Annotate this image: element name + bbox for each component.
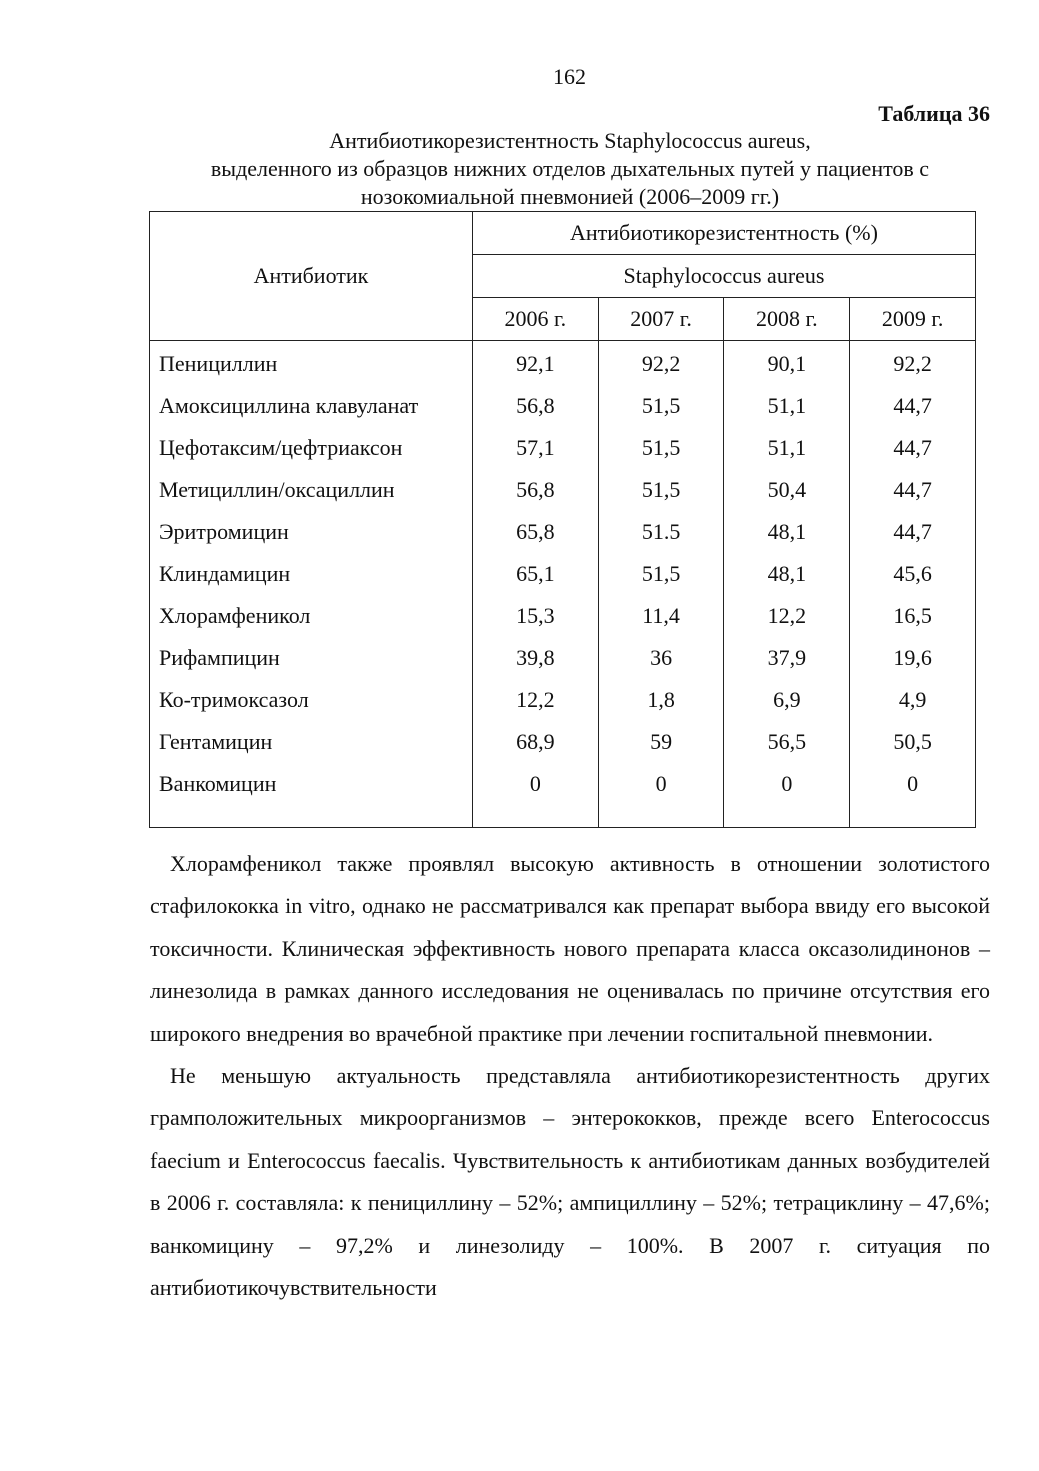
table-row bbox=[150, 721, 976, 763]
paragraph: Хлорамфеникол также проявлял высокую активность в отношении золотистого стафилококка in vitro, однако не рассматривался как препарат выбора ввиду его высокой токсичности. Клиническая эффективность нового препарата класса оксазолидинонов – линезолида в рамках данного исследования не оценивалась по причине отсутствия его широкого внедрения во врачебной практике при лечении госпитальной пневмонии. bbox=[150, 851, 990, 1046]
resistance-value: 59 bbox=[598, 721, 724, 763]
resistance-value: 36 bbox=[598, 637, 724, 679]
resistance-value: 19,6 bbox=[850, 637, 976, 679]
antibiotic-name: Хлорамфеникол bbox=[150, 595, 473, 637]
body-text bbox=[150, 843, 990, 1309]
resistance-value: 0 bbox=[472, 763, 598, 828]
antibiotic-name: Ко-тримоксазол bbox=[150, 679, 473, 721]
antibiotic-name: Амоксициллина клавуланат bbox=[150, 385, 473, 427]
resistance-value: 51,5 bbox=[598, 427, 724, 469]
resistance-value: 15,3 bbox=[472, 595, 598, 637]
antibiotic-name: Клиндамицин bbox=[150, 553, 473, 595]
header-organism: Staphylococcus aureus bbox=[472, 255, 975, 298]
antibiotic-name: Эритромицин bbox=[150, 511, 473, 553]
resistance-value: 50,5 bbox=[850, 721, 976, 763]
resistance-value: 90,1 bbox=[724, 341, 850, 386]
resistance-value: 39,8 bbox=[472, 637, 598, 679]
resistance-value: 0 bbox=[850, 763, 976, 828]
resistance-value: 56,8 bbox=[472, 385, 598, 427]
resistance-value: 51,5 bbox=[598, 553, 724, 595]
antibiotic-name: Ванкомицин bbox=[150, 763, 473, 828]
resistance-value: 44,7 bbox=[850, 385, 976, 427]
resistance-value: 56,8 bbox=[472, 469, 598, 511]
resistance-value: 45,6 bbox=[850, 553, 976, 595]
header-year: 2008 г. bbox=[724, 298, 850, 341]
antibiotic-name: Метициллин/оксациллин bbox=[150, 469, 473, 511]
table-caption bbox=[150, 127, 990, 211]
resistance-value: 44,7 bbox=[850, 469, 976, 511]
resistance-value: 4,9 bbox=[850, 679, 976, 721]
resistance-value: 12,2 bbox=[724, 595, 850, 637]
antibiotic-name: Цефотаксим/цефтриаксон bbox=[150, 427, 473, 469]
resistance-value: 92,2 bbox=[598, 341, 724, 386]
table-label: Таблица 36 bbox=[878, 101, 990, 126]
table-row bbox=[150, 469, 976, 511]
resistance-value: 51,1 bbox=[724, 427, 850, 469]
header-year: 2009 г. bbox=[850, 298, 976, 341]
antibiotic-name: Гентамицин bbox=[150, 721, 473, 763]
resistance-value: 51.5 bbox=[598, 511, 724, 553]
resistance-value: 57,1 bbox=[472, 427, 598, 469]
table-row bbox=[150, 679, 976, 721]
resistance-value: 51,5 bbox=[598, 385, 724, 427]
table-row bbox=[150, 511, 976, 553]
resistance-value: 65,8 bbox=[472, 511, 598, 553]
resistance-value: 6,9 bbox=[724, 679, 850, 721]
resistance-value: 44,7 bbox=[850, 427, 976, 469]
table-row bbox=[150, 553, 976, 595]
table-row bbox=[150, 763, 976, 828]
resistance-value: 92,2 bbox=[850, 341, 976, 386]
table-row bbox=[150, 385, 976, 427]
header-year: 2006 г. bbox=[472, 298, 598, 341]
resistance-value: 65,1 bbox=[472, 553, 598, 595]
caption-line: нозокомиальной пневмонией (2006–2009 гг.) bbox=[360, 184, 780, 209]
resistance-value: 50,4 bbox=[724, 469, 850, 511]
resistance-value: 68,9 bbox=[472, 721, 598, 763]
resistance-value: 0 bbox=[598, 763, 724, 828]
table-row bbox=[150, 595, 976, 637]
resistance-value: 56,5 bbox=[724, 721, 850, 763]
resistance-value: 92,1 bbox=[472, 341, 598, 386]
resistance-value: 51,5 bbox=[598, 469, 724, 511]
resistance-value: 48,1 bbox=[724, 553, 850, 595]
resistance-value: 0 bbox=[724, 763, 850, 828]
resistance-table bbox=[149, 211, 976, 828]
table-row bbox=[150, 427, 976, 469]
resistance-value: 51,1 bbox=[724, 385, 850, 427]
table-row bbox=[150, 341, 976, 386]
antibiotic-name: Рифампицин bbox=[150, 637, 473, 679]
resistance-value: 37,9 bbox=[724, 637, 850, 679]
table-row bbox=[150, 637, 976, 679]
header-year: 2007 г. bbox=[598, 298, 724, 341]
header-resistance: Антибиотикорезистентность (%) bbox=[472, 212, 975, 255]
header-antibiotic: Антибиотик bbox=[150, 212, 473, 341]
resistance-value: 16,5 bbox=[850, 595, 976, 637]
resistance-value: 1,8 bbox=[598, 679, 724, 721]
page-number: 162 bbox=[553, 64, 586, 89]
resistance-value: 48,1 bbox=[724, 511, 850, 553]
resistance-value: 11,4 bbox=[598, 595, 724, 637]
paragraph: Не меньшую актуальность представляла антибиотикорезистентность других грамположительных микроорганизмов – энтерококков, прежде всего Enterococcus faecium и Enterococcus faecalis. Чувствительность к антибиотикам данных возбудителей в 2006 г. составляла: к пенициллину – 52%; ампициллину – 52%; тетрациклину – 47,6%; ванкомицину – 97,2% и линезолиду – 100%. В 2007 г. ситуация по антибиотикочувствительности bbox=[150, 1063, 990, 1301]
caption-line: Антибиотикорезистентность Staphylococcus aureus, bbox=[329, 128, 811, 153]
caption-line: выделенного из образцов нижних отделов дыхательных путей у пациентов с bbox=[210, 156, 930, 181]
resistance-value: 44,7 bbox=[850, 511, 976, 553]
resistance-value: 12,2 bbox=[472, 679, 598, 721]
table-body bbox=[150, 341, 976, 828]
antibiotic-name: Пенициллин bbox=[150, 341, 473, 386]
